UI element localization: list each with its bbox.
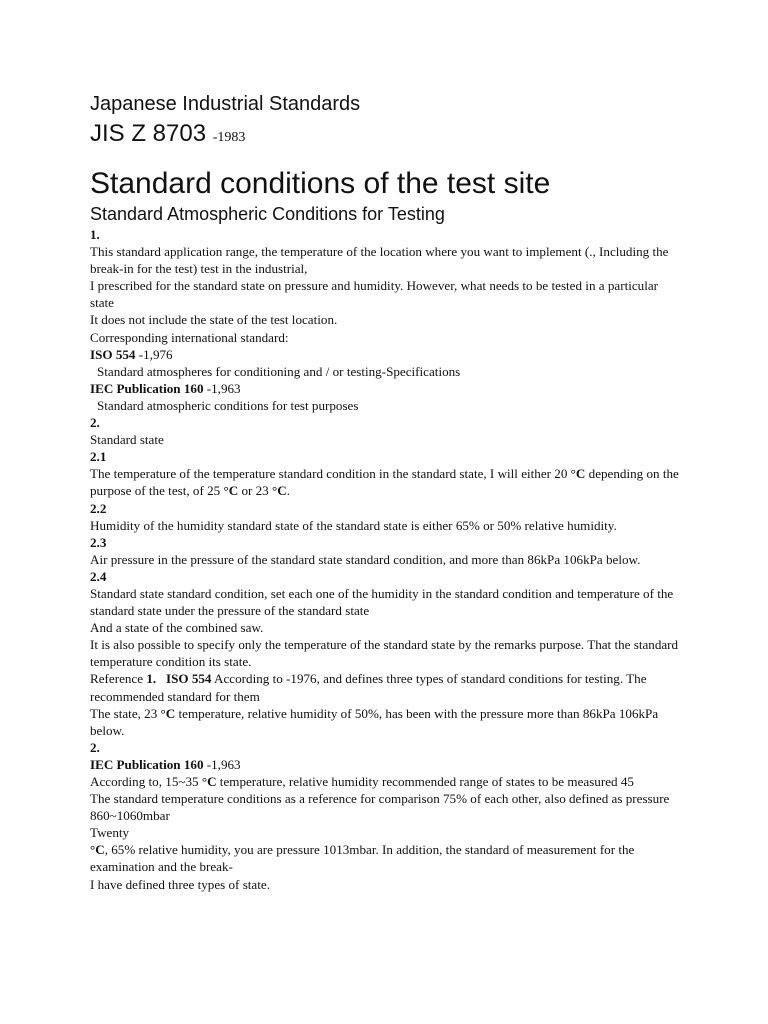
paragraph: Standard state standard condition, set each one of the humidity in the standard condition and temperature of the standard state under the pressure of the standard state [90, 585, 674, 619]
paragraph: According to, 15~35 °C temperature, relative humidity recommended range of states to be measured 45 [90, 774, 634, 789]
reference-iso-desc: Standard atmospheres for conditioning and / or testing-Specifications [97, 363, 461, 379]
paragraph: I have defined three types of state. [90, 876, 270, 892]
reference-iec: IEC Publication 160 -1,963 [90, 756, 241, 772]
org-name: Japanese Industrial Standards [90, 93, 361, 115]
paragraph: The standard temperature conditions as a reference for comparison 75% of each other, also defined as pressure 860~1060mbar [90, 791, 670, 824]
document-body [90, 226, 680, 893]
standard-year: -1983 [212, 130, 246, 145]
section-number: 1. [90, 227, 100, 242]
paragraph: Corresponding international standard: [90, 329, 289, 345]
section-number: 2.1 [90, 449, 107, 465]
section-number: 2.3 [90, 534, 107, 550]
page-subtitle: Standard Atmospheric Conditions for Testing [90, 204, 445, 224]
paragraph: Humidity of the humidity standard state of the standard state is either 65% or 50% relative humidity. [90, 517, 617, 533]
paragraph: And a state of the combined saw. [90, 620, 264, 636]
section-number: 2.2 [90, 500, 107, 516]
paragraph: I prescribed for the standard state on pressure and humidity. However, what needs to be tested in a particular state [90, 278, 659, 311]
paragraph: This standard application range, the temperature of the location where you want to implement (., Including the break-in for the test) test in the industrial, [90, 244, 669, 277]
section-number: 2. [90, 415, 100, 431]
reference-paragraph: Reference 1. ISO 554 According to -1976, and defines three types of standard conditions for testing. The recommended standard for them [90, 671, 647, 704]
section-title: Standard state [90, 432, 164, 448]
paragraph: °C, 65% relative humidity, you are pressure 1013mbar. In addition, the standard of measurement for the examination and the break- [90, 842, 635, 875]
paragraph: It is also possible to specify only the temperature of the standard state by the remarks purpose. That the standard temperature condition its state. [90, 637, 679, 670]
reference-iec-desc: Standard atmospheric conditions for test purposes [97, 397, 359, 413]
section-number: 2.4 [90, 568, 107, 584]
reference-iec: IEC Publication 160 -1,963 [90, 380, 241, 396]
page-title: Standard conditions of the test site [90, 167, 551, 200]
paragraph: The state, 23 °C temperature, relative humidity of 50%, has been with the pressure more than 86kPa 106kPa below. [90, 705, 659, 738]
paragraph: It does not include the state of the test location. [90, 312, 338, 328]
reference-iso: ISO 554 -1,976 [90, 346, 173, 362]
paragraph: The temperature of the temperature standard condition in the standard state, I will either 20 °C depending on the purpose of the test, of 25 °C or 23 °C. [90, 466, 679, 499]
standard-number: JIS Z 8703 [90, 120, 207, 147]
paragraph: Twenty [90, 825, 130, 841]
paragraph: Air pressure in the pressure of the standard state standard condition, and more than 86kPa 106kPa below. [90, 551, 641, 567]
standard-code [90, 120, 245, 148]
section-number: 2. [90, 739, 100, 755]
